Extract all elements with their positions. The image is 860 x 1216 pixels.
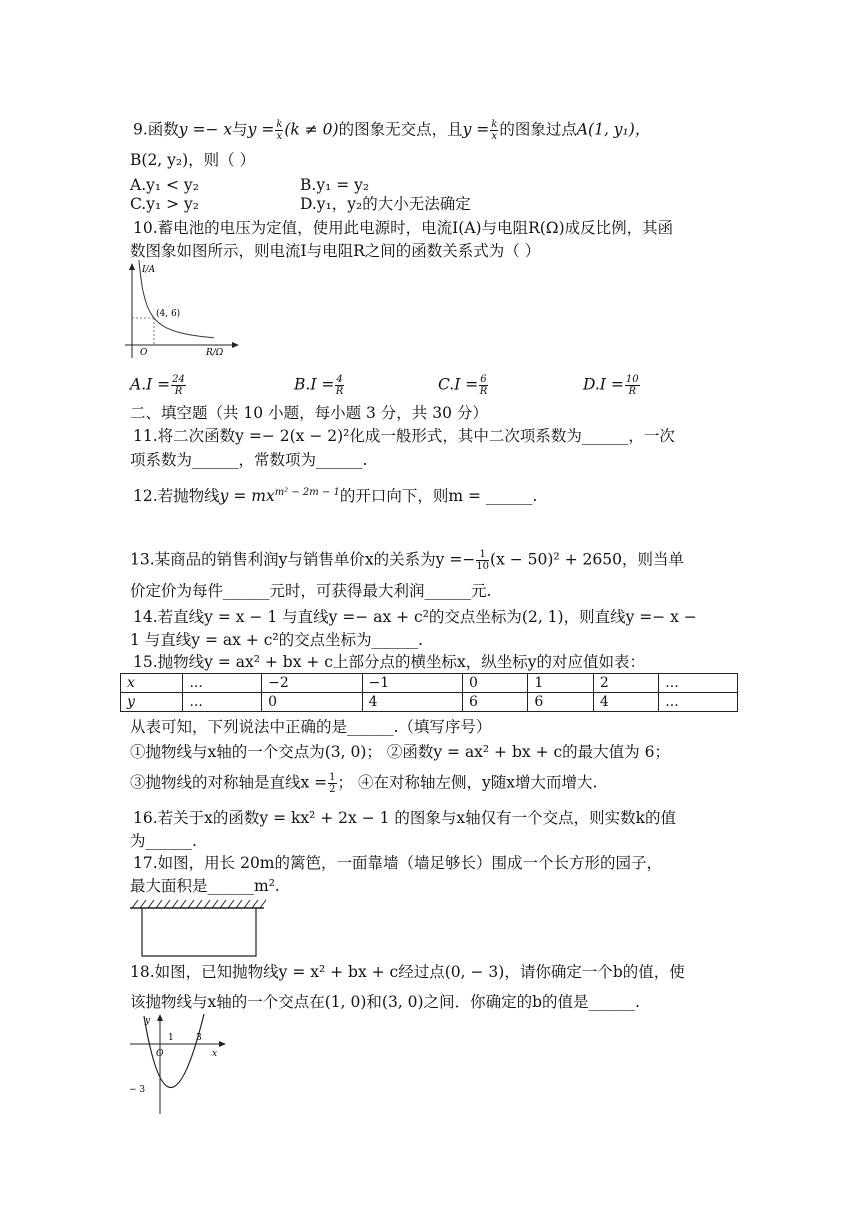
wall-hatch-mark [164,900,170,908]
q10-option-b-pre: B.I = [294,375,335,394]
q16-line1: 16.若关于x的函数y = kx² + 2x − 1 的图象与x轴仅有一个交点，则实数k的值 [133,809,677,827]
q10-option-b [294,374,345,397]
q18-line1: 18.如图，已知抛物线y = x² + bx + c经过点(0, − 3)，请你确定一个b的值，使 [130,963,685,981]
wall-hatch-mark [140,900,146,908]
q12-exp: m² − 2m − 1 [274,487,340,498]
q18-tick-neg3: − 3 [129,1085,146,1095]
q10-option-c-pre: C.I = [438,375,479,394]
q9-line2: B(2, y₂)，则（ ） [130,151,256,169]
q9-eq3: y = [462,120,490,139]
wall-hatch-mark [196,900,202,908]
q16-line2: 为______. [130,832,197,850]
wall-hatch-mark [236,900,242,908]
q10-option-c [438,374,489,397]
table-cell: ... [659,674,738,693]
q9-frac-num: k [276,119,283,130]
q15-frac-num: 1 [329,772,336,783]
q12-post: 的开口向下，则m = ______. [339,487,538,506]
q10-d-num: 10 [625,374,639,385]
q18-x-label: x [212,1049,218,1059]
q18-parabola-graph [128,1010,228,1115]
q13-pre: 13.某商品的销售利润y与销售单价x的关系为y =− [130,550,476,569]
q13-frac-den: 10 [476,561,490,572]
q10-option-b-frac [335,374,343,397]
q10-line1: 10.蓄电池的电压为定值，使用此电源时，电流I(A)与电阻R(Ω)成反比例，其函 [133,219,674,237]
wall-hatch-mark [148,900,154,908]
q17-fence [142,908,256,956]
q15-value-table [120,673,738,712]
wall-hatch-mark [228,900,234,908]
table-cell: −1 [362,674,462,693]
table-cell: y [121,693,183,712]
q9-option-d: D.y₁，y₂的大小无法确定 [300,195,471,213]
q9-line1 [133,119,650,142]
q14-line2: 1 与直线y = ax + c²的交点坐标为______. [130,631,424,649]
q10-option-a-frac [171,374,186,397]
table-cell: 4 [362,693,462,712]
q10-origin: O [140,348,148,358]
q10-a-num: 24 [172,374,185,385]
q15-frac [328,772,336,795]
q18-y-arrow [157,1014,163,1021]
q17-line2: 最大面积是______m². [130,877,280,895]
q10-option-a [130,374,187,397]
q9-frac [275,119,283,142]
table-cell: −2 [262,674,362,693]
table-cell: 4 [593,693,658,712]
q10-point-label: (4, 6) [156,309,181,319]
table-cell: ... [659,693,738,712]
wall-hatch-mark [244,900,250,908]
section-heading: 二、填空题（共 10 小题，每小题 3 分，共 30 分） [130,404,488,422]
q11-line1: 11.将二次函数y =− 2(x − 2)²化成一般形式，其中二次项系数为______，一次 [133,427,675,445]
table-cell: 0 [262,693,362,712]
q13-line2: 价定价为每件______元时，可获得最大利润______元. [130,582,492,600]
wall-hatch-mark [204,900,210,908]
q17-wall-hatching [132,900,266,908]
table-row [121,674,738,693]
wall-hatch-mark [188,900,194,908]
table-cell: ... [183,693,262,712]
table-cell: 0 [462,674,527,693]
q14-line1: 14.若直线y = x − 1 与直线y =− ax + c²的交点坐标为(2, 1)，则直线y =− x − [133,608,697,626]
q10-option-d-pre: D.I = [583,375,624,394]
q18-tick-1: 1 [168,1033,174,1043]
q15-line4 [130,772,597,795]
q15-line4-pre: ③抛物线的对称轴是直线x = [130,773,328,792]
q17-line1: 17.如图，用长 20m的篱笆，一面靠墙（墙足够长）围成一个长方形的园子， [133,854,663,872]
q9-eq2: y = [247,120,275,139]
q13-frac [476,549,489,572]
q9-mid: 的图象无交点，且 [338,120,463,139]
q15-line1: 15.抛物线y = ax² + bx + c上部分点的横坐标x，纵坐标y的对应值如表： [133,653,645,671]
q18-line2: 该抛物线与x轴的一个交点在(1, 0)和(3, 0)之间．你确定的b的值是______. [130,993,640,1011]
q9-point-a: A(1, y₁)， [576,120,651,139]
q10-option-c-frac [479,374,487,397]
q18-parabola [144,1014,204,1088]
q12-base: y = mx [219,487,275,506]
q15-line3: ①抛物线与x轴的一个交点为(3, 0)； ②函数y = ax² + bx + c的最大值为 6； [130,743,670,761]
q9-prefix: 9.函数 [133,120,179,139]
q9-frac2 [490,119,498,142]
q9-frac-den: x [276,131,283,142]
q13-frac-num: 1 [476,549,489,561]
q12-pre: 12.若抛物线 [133,487,220,506]
q10-option-a-pre: A.I = [130,375,171,394]
q10-graph [120,260,240,360]
q9-frac2-num: k [491,119,498,130]
q17-wall-figure [128,898,268,960]
q18-x-arrow [219,1041,226,1047]
q10-option-d [583,374,641,397]
table-cell: 6 [462,693,527,712]
wall-hatch-mark [252,900,258,908]
q9-option-b: B.y₁ = y₂ [300,176,370,194]
q10-b-den: R [335,386,344,397]
q9-option-a: A.y₁ < y₂ [130,176,199,194]
q15-frac-den: 2 [329,784,336,795]
q9-with: 与 [232,120,248,139]
q12-line [133,483,537,506]
wall-hatch-mark [220,900,226,908]
q13-line1 [130,549,684,572]
q9-end: 的图象过点 [499,120,577,139]
q10-y-label: I/A [142,265,156,275]
q9-option-c: C.y₁ > y₂ [130,195,200,213]
q13-post: (x − 50)² + 2650，则当单 [490,550,684,569]
q18-tick-3: 3 [196,1033,202,1043]
q9-cond: (k ≠ 0) [284,120,339,139]
q10-a-den: R [174,386,183,397]
table-cell: 1 [528,674,593,693]
q10-y-arrow [129,263,135,270]
wall-hatch-mark [260,900,266,908]
q10-x-label: R/Ω [206,348,224,358]
q10-d-den: R [628,386,636,397]
wall-hatch-mark [172,900,178,908]
q15-line4-post: ； ④在对称轴左侧，y随x增大而增大. [337,773,598,792]
wall-hatch-mark [132,900,138,908]
q10-c-num: 6 [480,374,487,385]
table-cell: ... [183,674,262,693]
wall-hatch-mark [180,900,186,908]
table-cell: 2 [593,674,658,693]
q10-x-arrow [232,342,239,348]
table-cell: 6 [528,693,593,712]
q9-frac2-den: x [491,131,498,142]
q18-y-label: y [145,1016,151,1026]
wall-hatch-mark [212,900,218,908]
q18-origin: O [156,1049,164,1059]
q9-eq1: y =− x [178,120,233,139]
q10-b-num: 4 [336,374,343,385]
q10-c-den: R [479,386,488,397]
q10-line2: 数图象如图所示，则电流I与电阻R之间的函数关系式为（ ） [130,242,541,260]
wall-hatch-mark [156,900,162,908]
q15-line2: 从表可知，下列说法中正确的是______.（填写序号） [130,718,492,736]
table-cell: x [121,674,183,693]
table-row [121,693,738,712]
q11-line2: 项系数为______，常数项为______. [130,451,368,469]
q10-option-d-frac [625,374,640,397]
